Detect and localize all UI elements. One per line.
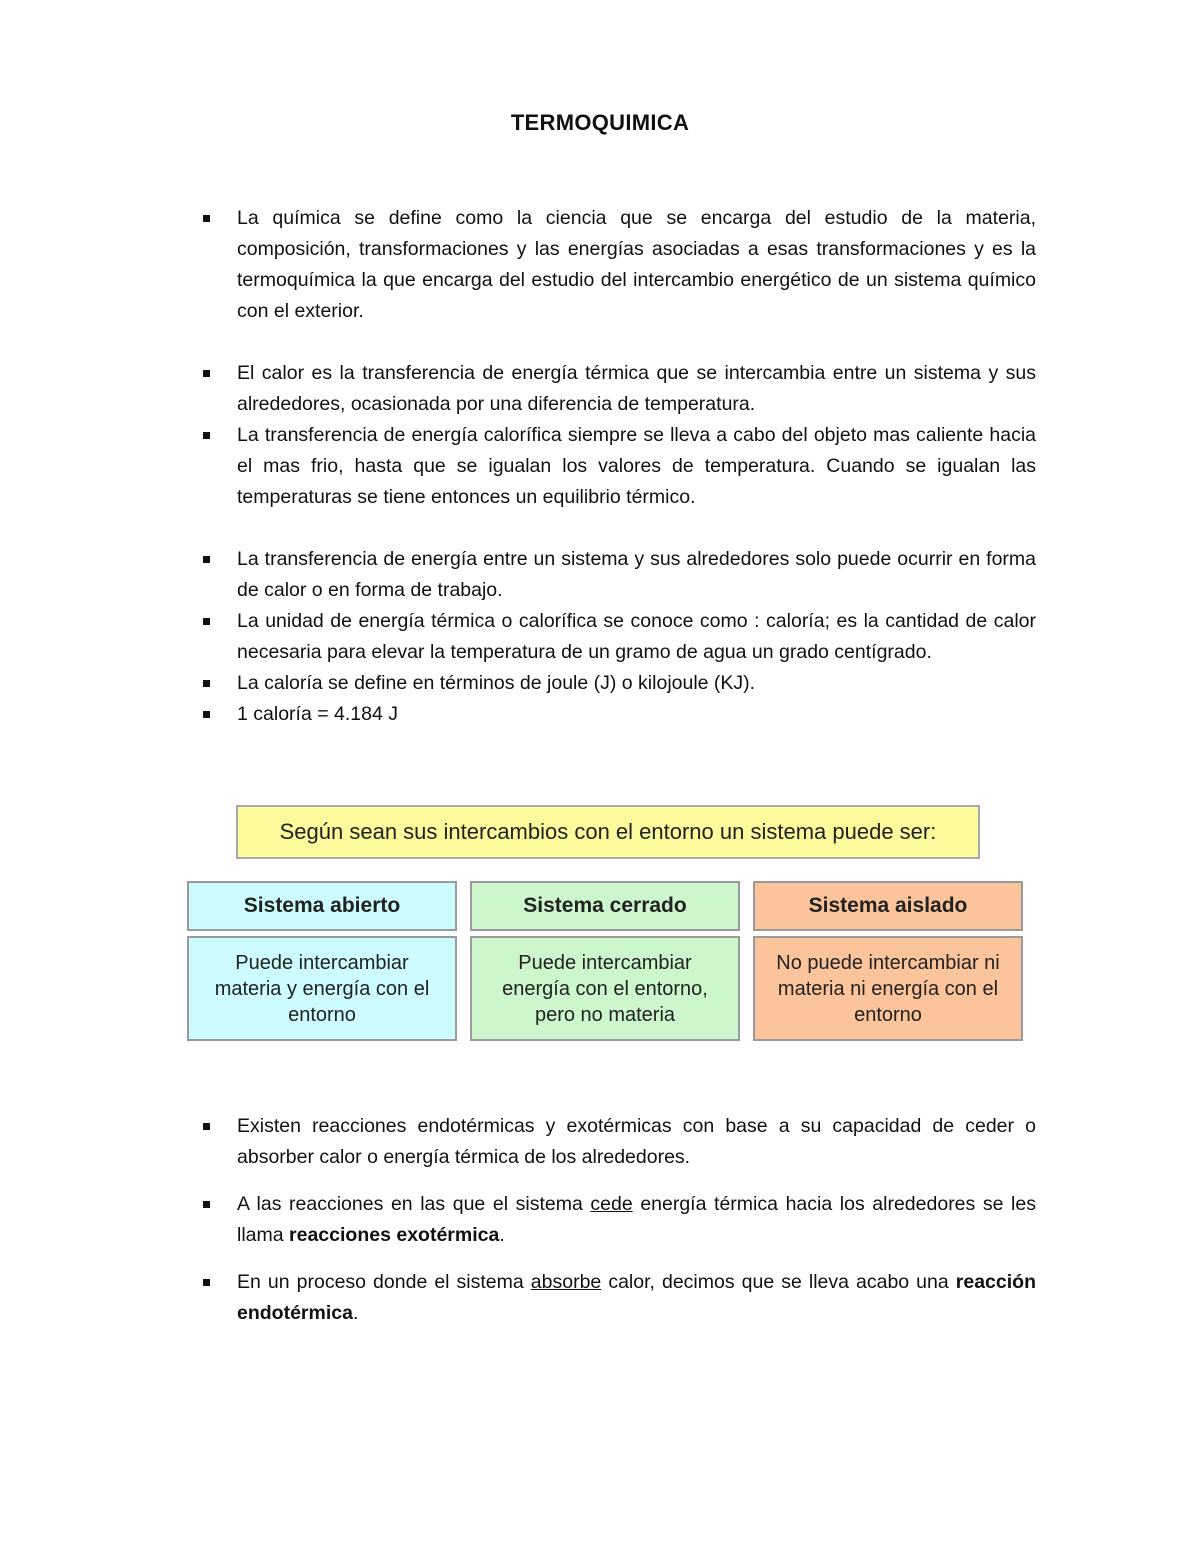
bullet-icon [203,1279,210,1286]
open-system-title: Sistema abierto [187,881,457,931]
bullet-icon [203,1123,210,1130]
bullet-icon [203,432,210,439]
closed-system-title: Sistema cerrado [470,881,740,931]
bullet-icon [203,370,210,377]
diagram-header: Según sean sus intercambios con el entorno un sistema puede ser: [236,805,980,859]
list-item: La química se define como la ciencia que se encarga del estudio de la materia, composición, transformaciones y las energías asociadas a esas transformaciones y es la termoquímica la que encarga del estudio del intercambio energético de un sistema químico con el exterior. [200,203,1036,327]
isolated-system-title: Sistema aislado [753,881,1023,931]
bold-term: reacciones exotérmica [289,1224,500,1246]
bullet-icon [203,556,210,563]
bullet-icon [203,215,210,222]
open-system-description: Puede intercambiar materia y energía con el entorno [187,936,457,1041]
list-item: La caloría se define en términos de joule (J) o kilojoule (KJ). [200,668,1036,699]
list-item: La transferencia de energía calorífica siempre se lleva a cabo del objeto mas caliente hacia el mas frio, hasta que se igualan los valores de temperatura. Cuando se igualan las temperaturas se tiene entonces un equilibrio térmico. [200,420,1036,513]
bullet-icon [203,618,210,625]
bullet-list-bottom [200,1111,1036,1329]
isolated-system-description: No puede intercambiar ni materia ni energía con el entorno [753,936,1023,1041]
underlined-term: absorbe [530,1271,602,1293]
closed-system-description: Puede intercambiar energía con el entorno, pero no materia [470,936,740,1041]
list-item: Existen reacciones endotérmicas y exotérmicas con base a su capacidad de ceder o absorber calor o energía térmica de los alrededores. [200,1111,1036,1173]
bold-term: reacción endotérmica [237,1271,1036,1324]
bullet-icon [203,680,210,687]
page-title: TERMOQUIMICA [510,110,690,135]
list-item: 1 caloría = 4.184 J [200,699,1036,730]
bullet-icon [203,711,210,718]
list-item: La unidad de energía térmica o calorífica se conoce como : caloría; es la cantidad de calor necesaria para elevar la temperatura de un gramo de agua un grado centígrado. [200,606,1036,668]
list-item: El calor es la transferencia de energía térmica que se intercambia entre un sistema y sus alrededores, ocasionada por una diferencia de temperatura. [200,358,1036,420]
bullet-icon [203,1201,210,1208]
list-item: En un proceso donde el sistema absorbe calor, decimos que se lleva acabo una reacción endotérmica. [200,1267,1036,1329]
list-item: A las reacciones en las que el sistema cede energía térmica hacia los alrededores se les llama reacciones exotérmica. [200,1189,1036,1251]
list-item: La transferencia de energía entre un sistema y sus alrededores solo puede ocurrir en forma de calor o en forma de trabajo. [200,544,1036,606]
bullet-list-top [200,203,1036,730]
underlined-term: cede [590,1193,633,1215]
